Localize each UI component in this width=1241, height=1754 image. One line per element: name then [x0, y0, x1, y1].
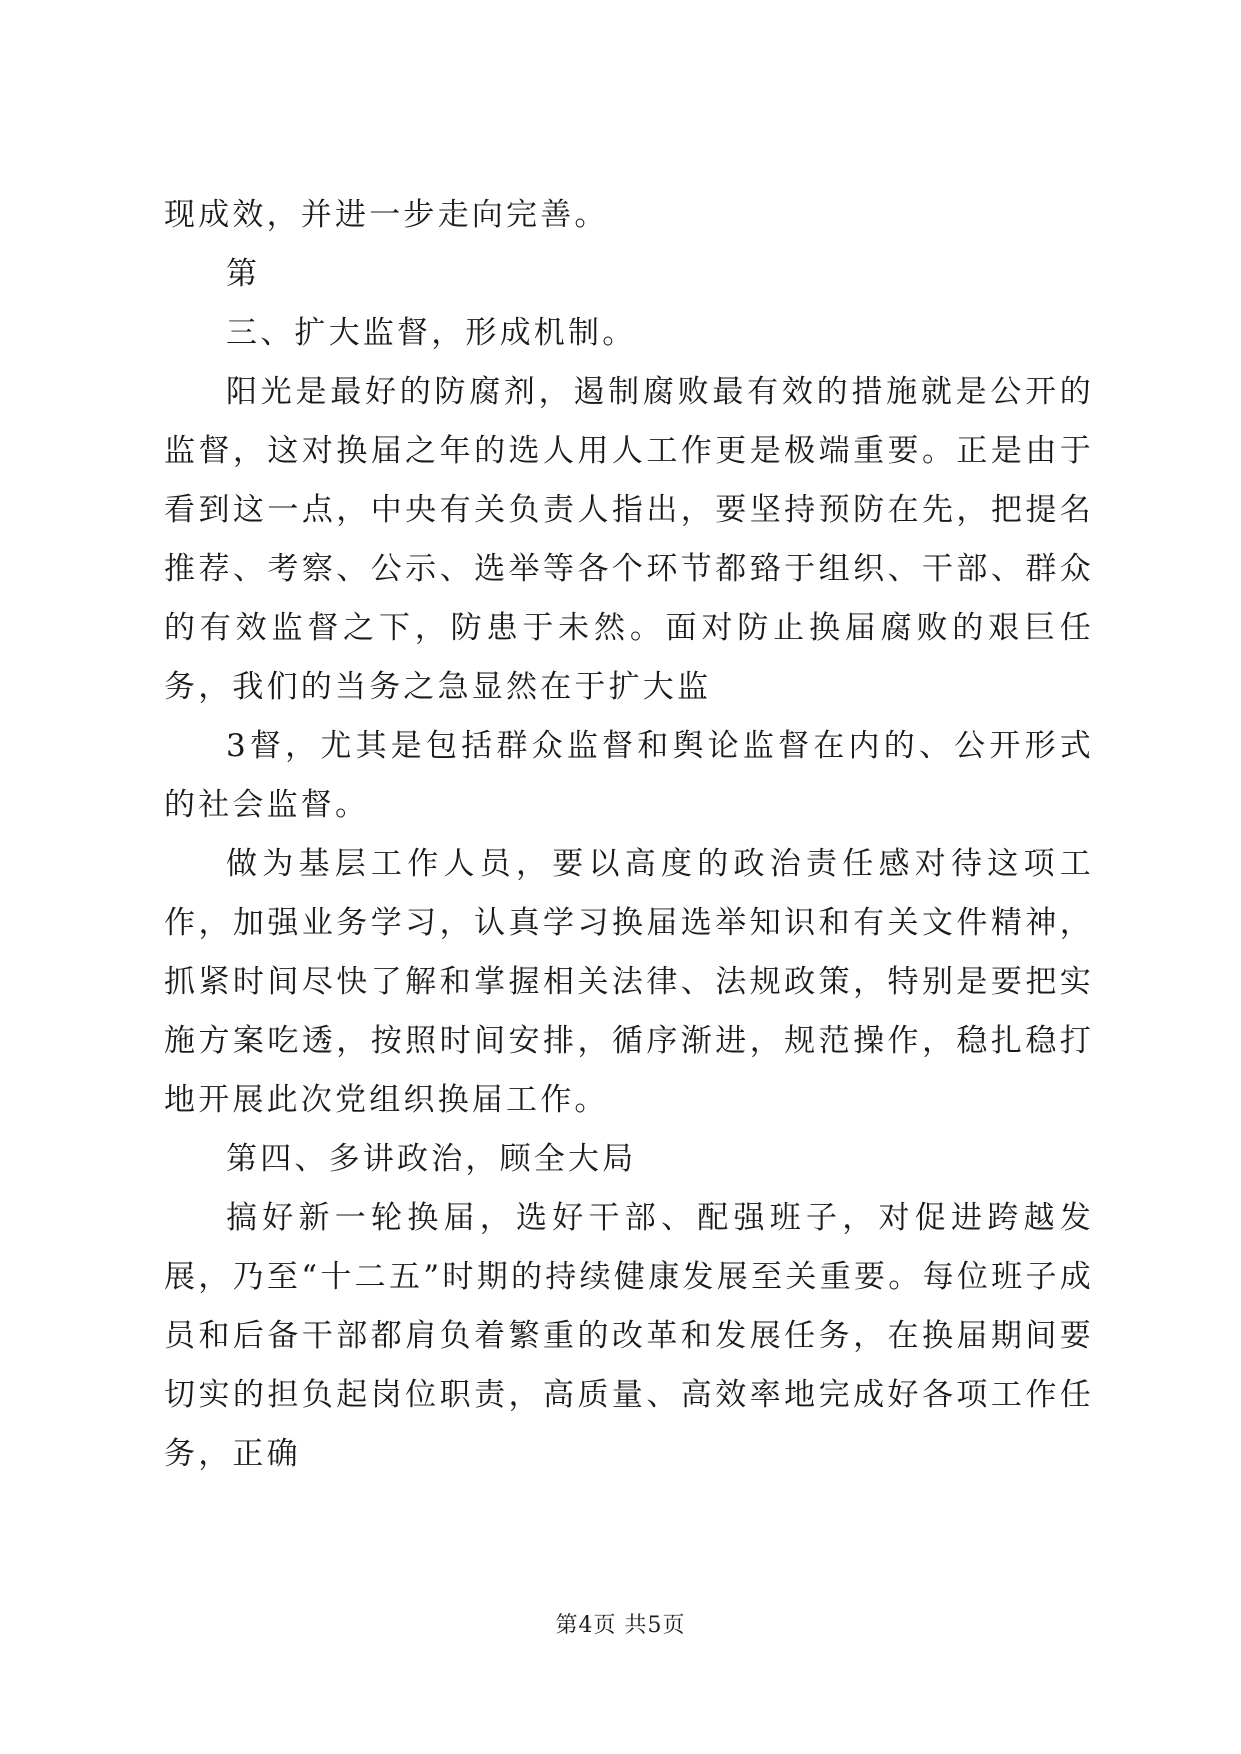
- paragraph-continuation: 现成效，并进一步走向完善。: [164, 197, 609, 233]
- document-body: [164, 186, 1094, 1484]
- paragraph-social-supervision: 3督，尤其是包括群众监督和舆论监督在内的、公开形式的社会监督。: [164, 728, 1094, 823]
- paragraph-new-round: 搞好新一轮换届，选好干部、配强班子，对促进跨越发展，乃至“十二五”时期的持续健康发展至关重要。每位班子成员和后备干部都肩负着繁重的改革和发展任务，在换届期间要切实的担负起岗位职责，高质量、高效率地完成好各项工作任务，正确: [164, 1200, 1094, 1472]
- section-heading-4: 第四、多讲政治，顾全大局: [226, 1141, 637, 1177]
- paragraph-fragment: 第: [226, 256, 261, 292]
- paragraph-supervision: 阳光是最好的防腐剂，遏制腐败最有效的措施就是公开的监督，这对换届之年的选人用人工作更是极端重要。正是由于看到这一点，中央有关负责人指出，要坚持预防在先，把提名推荐、考察、公示、选举等各个环节都臵于组织、干部、群众的有效监督之下，防患于未然。面对防止换届腐败的艰巨任务，我们的当务之急显然在于扩大监: [164, 374, 1094, 705]
- page-footer: 第4页 共5页: [555, 1613, 686, 1638]
- paragraph-grassroots-staff: 做为基层工作人员，要以高度的政治责任感对待这项工作，加强业务学习，认真学习换届选举知识和有关文件精神，抓紧时间尽快了解和掌握相关法律、法规政策，特别是要把实施方案吃透，按照时间安排，循序渐进，规范操作，稳扎稳打地开展此次党组织换届工作。: [164, 846, 1094, 1118]
- section-heading-3: 三、扩大监督，形成机制。: [226, 315, 637, 351]
